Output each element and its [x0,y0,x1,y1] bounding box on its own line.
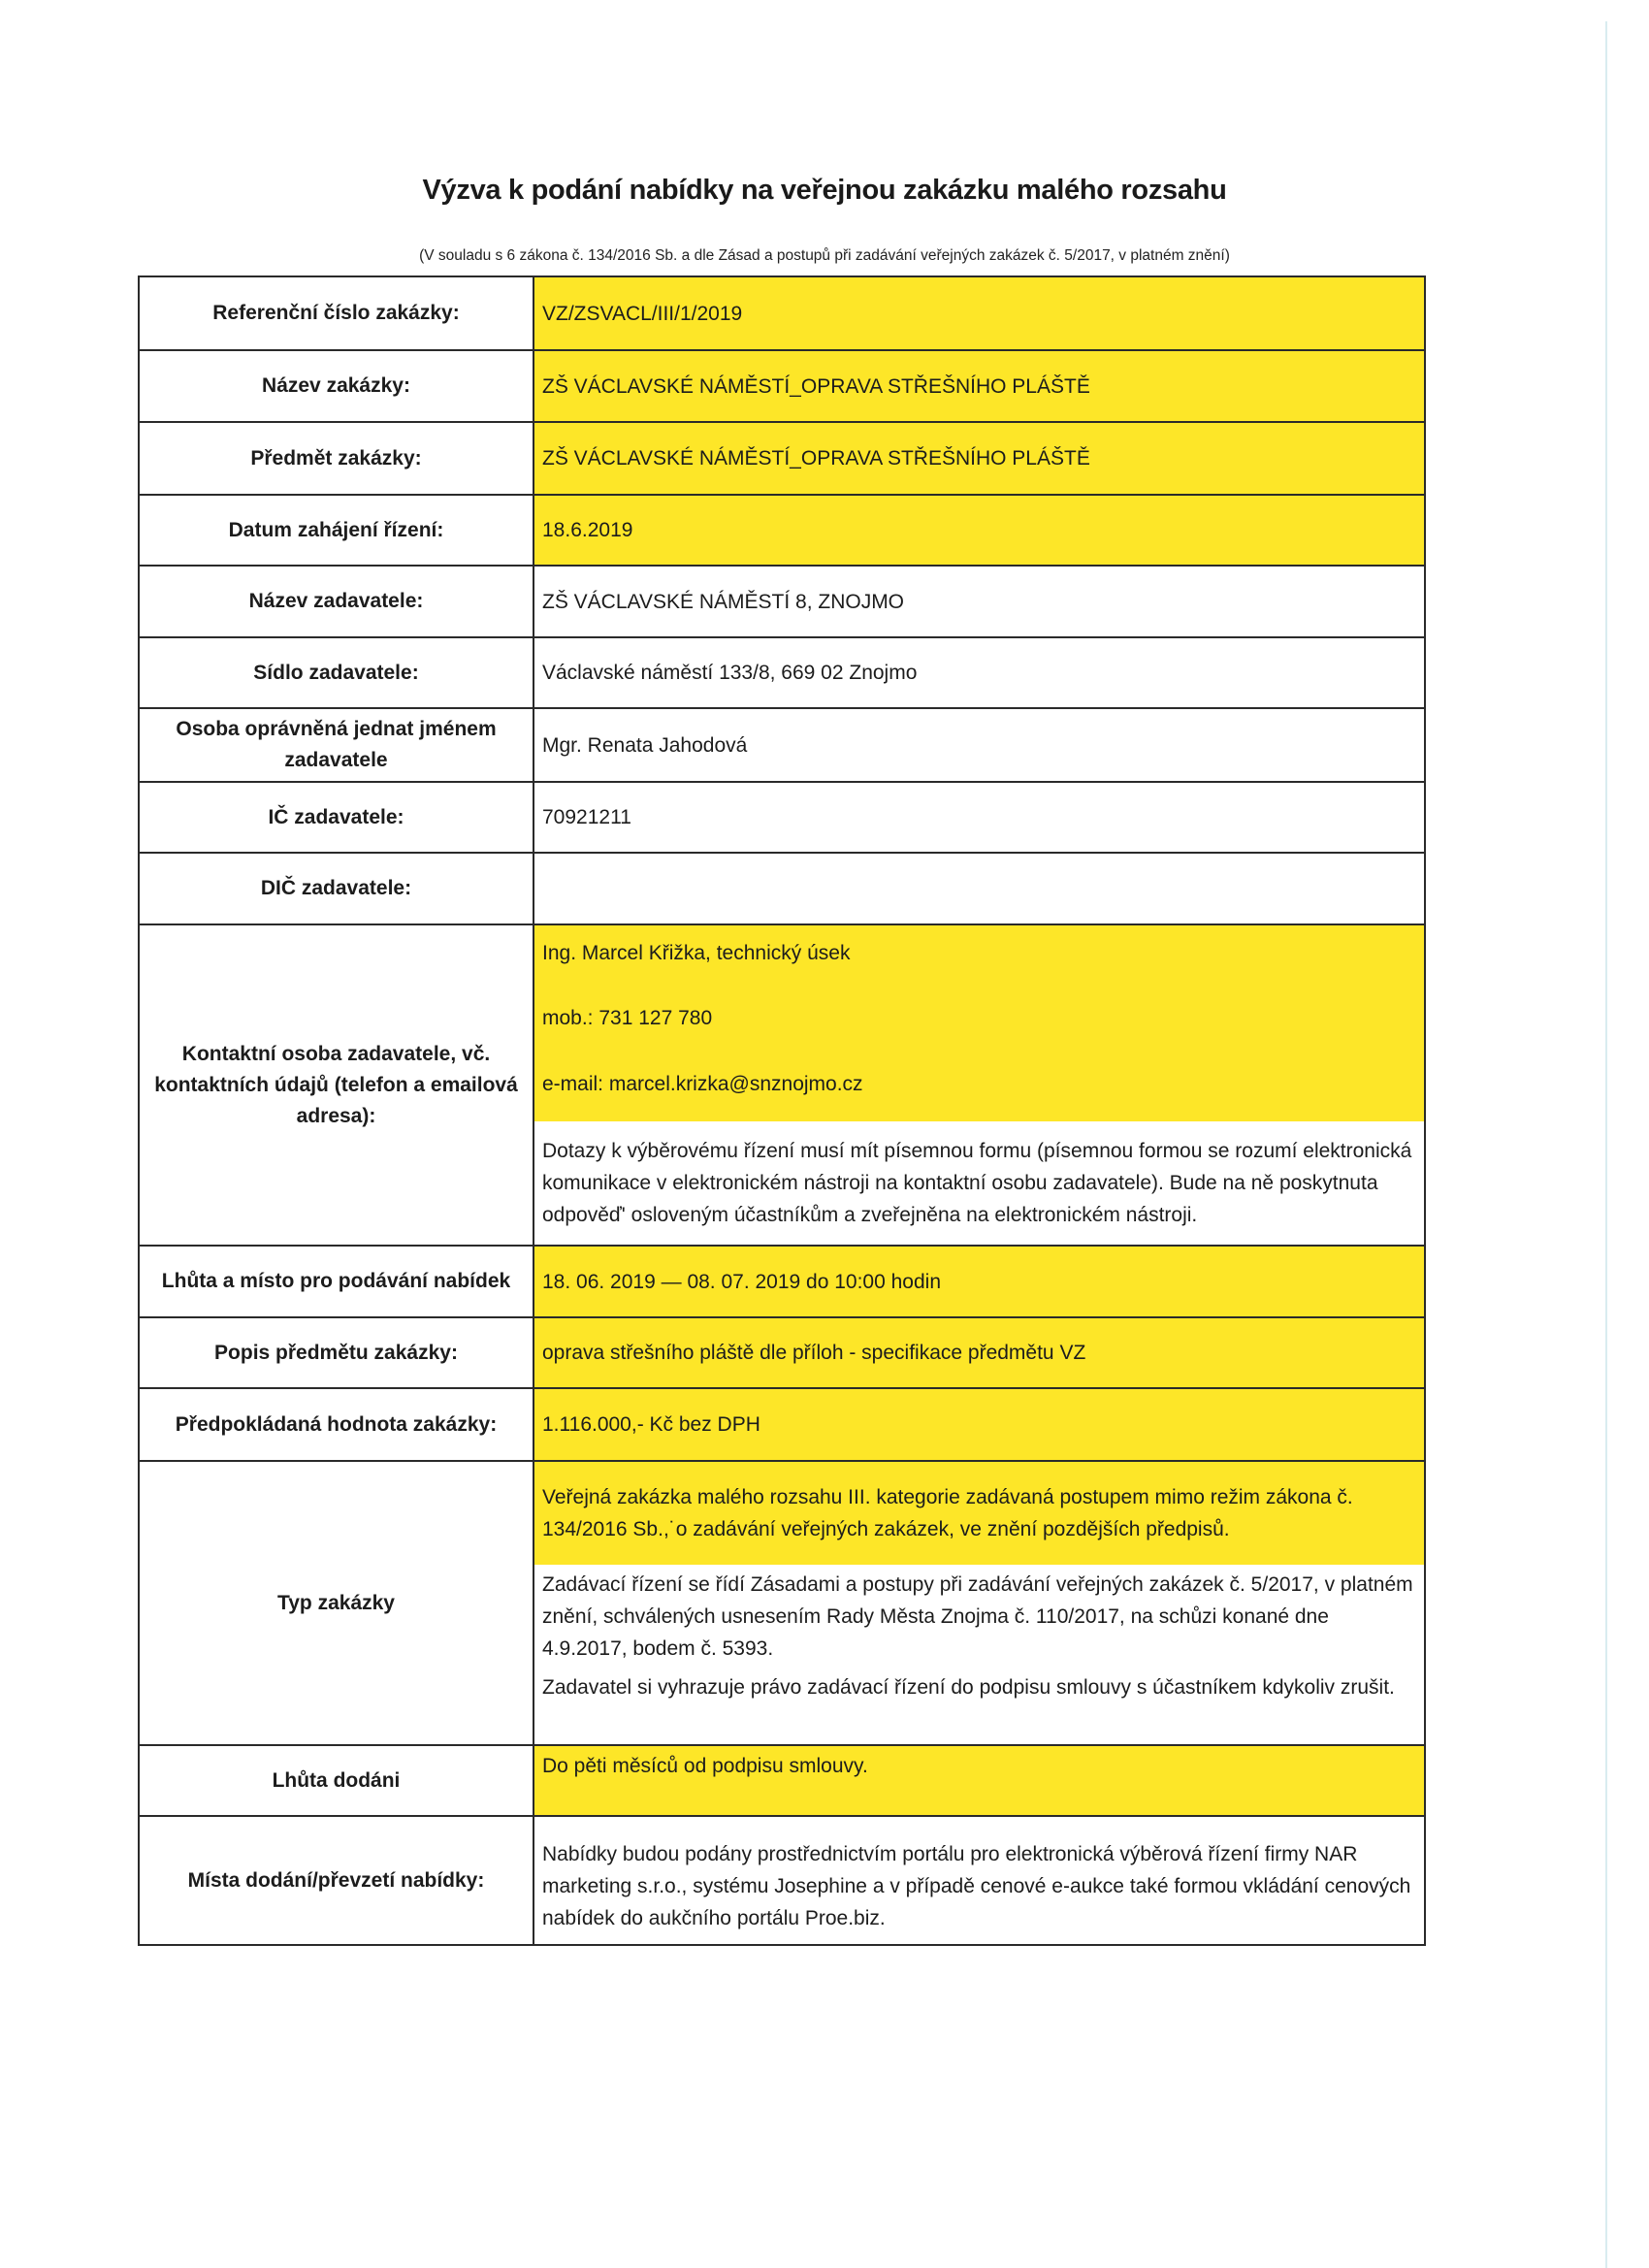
row-value: Václavské náměstí 133/8, 669 02 Znojmo [542,662,918,684]
row-value: 18.6.2019 [534,496,1424,565]
row-authorized-person [140,707,1424,781]
row-start-date [140,494,1424,565]
row-label: Kontaktní osoba zadavatele, vč. kontaktních údajů (telefon a emailová adresa): [140,925,534,1245]
row-label: Datum zahájení řízení: [140,496,534,565]
row-label: Lhůta dodáni [140,1746,534,1815]
row-label: Název zadavatele: [140,567,534,636]
contact-details [534,925,1424,1121]
row-label: Předpokládaná hodnota zakázky: [140,1389,534,1460]
contact-email: e-mail: marcel.krizka@snznojmo.cz [542,1073,863,1095]
row-type [140,1460,1424,1744]
row-ic [140,781,1424,852]
row-value: oprava střešního pláště dle příloh - specifikace předmětu VZ [534,1318,1424,1387]
type-reservation: Zadavatel si vyhrazuje právo zadávací řízení do podpisu smlouvy s účastníkem kdykoliv zrušit. [542,1676,1395,1699]
row-value: Mgr. Renata Jahodová [542,733,748,757]
row-description [140,1316,1424,1387]
row-label: Referenční číslo zakázky: [140,277,534,349]
row-deadline [140,1245,1424,1316]
scan-edge [1605,21,1607,2268]
row-label: DIČ zadavatele: [140,854,534,923]
row-submission-place [140,1815,1424,1944]
row-value [534,854,1424,923]
row-label: Lhůta a místo pro podávání nabídek [140,1247,534,1316]
row-value: VZ/ZSVACL/III/1/2019 [534,277,1424,349]
contact-phone: mob.: 731 127 780 [542,1007,713,1029]
row-label: Osoba oprávněná jednat jménem zadavatele [140,709,534,781]
row-value: ZŠ VÁCLAVSKÉ NÁMĚSTÍ 8, ZNOJMO [542,590,905,613]
row-delivery-term [140,1744,1424,1815]
row-contracting-name [140,565,1424,636]
row-value: 1.116.000,- Kč bez DPH [534,1389,1424,1460]
row-reference [140,277,1424,349]
row-value: Nabídky budou podány prostřednictvím portálu pro elektronická výběrová řízení firmy NAR marketing s.r.o., systému Josephine a v případě cenové e-aukce také formou vkládání cenových nabídek do aukčního portálu Proe.biz. [542,1843,1411,1929]
row-label: IČ zadavatele: [140,783,534,852]
row-label: Popis předmětu zakázky: [140,1318,534,1387]
type-rules: Zadávací řízení se řídí Zásadami a postupy při zadávání veřejných zakázek č. 5/2017, v platném znění, schválených usnesením Rady Města Znojma č. 110/2017, na schůzi konané dne 4.9.2017, bodem č. 5393. [542,1573,1413,1660]
row-label: Typ zakázky [140,1462,534,1744]
row-contracting-seat [140,636,1424,707]
tender-info-table [138,275,1426,1946]
row-value: ZŠ VÁCLAVSKÉ NÁMĚSTÍ_OPRAVA STŘEŠNÍHO PLÁŠTĚ [534,423,1424,494]
row-label: Předmět zakázky: [140,423,534,494]
document-title: Výzva k podání nabídky na veřejnou zakázku malého rozsahu [422,175,1227,206]
row-value: ZŠ VÁCLAVSKÉ NÁMĚSTÍ_OPRAVA STŘEŠNÍHO PLÁŠTĚ [534,351,1424,421]
row-dic [140,852,1424,923]
row-label: Místa dodání/převzetí nabídky: [140,1817,534,1944]
contact-note: Dotazy k výběrovému řízení musí mít písemnou formu (písemnou formou se rozumí elektronická komunikace v elektronickém nástroji na kontaktní osobu zadavatele). Bude na ně poskytnuta odpověď' osloveným účastníkům a zveřejněna na elektronickém nástroji. [542,1140,1412,1226]
row-contact [140,923,1424,1245]
row-value: 70921211 [542,806,631,828]
row-value: Do pěti měsíců od podpisu smlouvy. [534,1746,1424,1815]
row-estimated-value [140,1387,1424,1460]
contact-person: Ing. Marcel Křižka, technický úsek [542,942,851,964]
document-subtitle: (V souladu s 6 zákona č. 134/2016 Sb. a dle Zásad a postupů při zadávání veřejných zakázek č. 5/2017, v platném znění) [419,247,1230,264]
row-subject [140,421,1424,494]
row-value: 18. 06. 2019 — 08. 07. 2019 do 10:00 hodin [534,1247,1424,1316]
type-highlighted: Veřejná zakázka malého rozsahu III. kategorie zadávaná postupem mimo režim zákona č. 134/2016 Sb.,˙o zadávání veřejných zakázek, ve znění pozdějších předpisů. [534,1462,1424,1565]
row-label: Název zakázky: [140,351,534,421]
row-name [140,349,1424,421]
row-label: Sídlo zadavatele: [140,638,534,707]
